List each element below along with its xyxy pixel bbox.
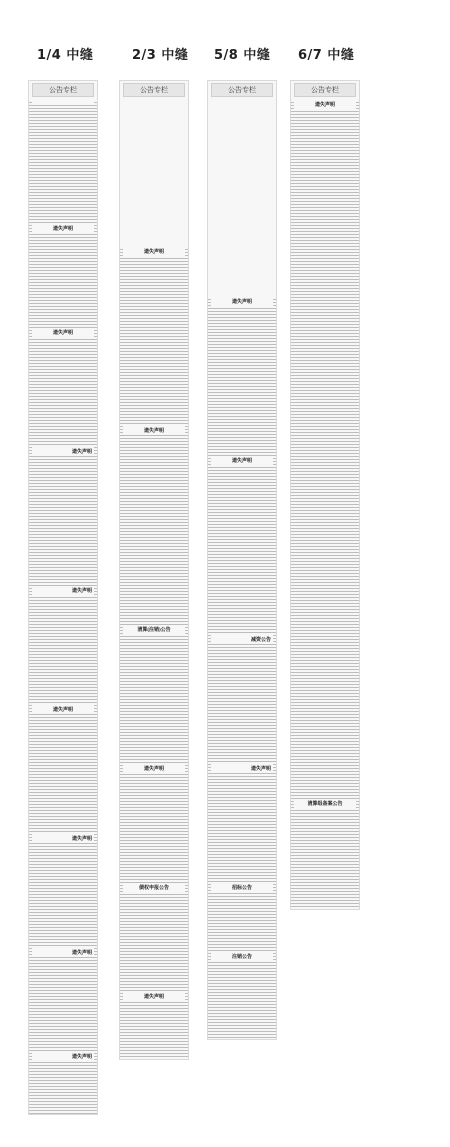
- column-title-1: 1/4 中缝: [37, 48, 94, 63]
- notice-heading: 清算(注销)公告: [123, 625, 185, 634]
- notice-heading: 遗失声明: [211, 297, 273, 306]
- column-body-4: [291, 100, 359, 910]
- notice-heading: 债权申报公告: [123, 883, 185, 892]
- notice-column-3: [207, 80, 277, 1040]
- notice-heading: 招标公告: [211, 883, 273, 892]
- notice-heading: 遗失声明: [123, 764, 185, 773]
- column-header-4: 公告专栏: [294, 83, 356, 97]
- notice-heading: 遗失声明: [294, 100, 356, 109]
- notice-heading: 减资公告: [211, 635, 273, 644]
- notice-heading: 遗失声明: [123, 247, 185, 256]
- notice-heading: 遗失声明: [32, 1052, 94, 1061]
- notice-heading: 遗失声明: [32, 224, 94, 233]
- notice-column-2: [119, 80, 189, 1060]
- notice-heading: 遗失声明: [32, 586, 94, 595]
- column-title-4: 6/7 中缝: [298, 48, 355, 63]
- notice-heading: 遗失声明: [32, 834, 94, 843]
- column-title-2: 2/3 中缝: [132, 48, 189, 63]
- notice-heading: 清算组备案公告: [294, 799, 356, 808]
- notice-heading: 遗失声明: [211, 764, 273, 773]
- notice-heading: 遗失声明: [123, 992, 185, 1001]
- column-header-2: 公告专栏: [123, 83, 185, 97]
- column-body-2: [120, 247, 188, 1060]
- column-header-3: 公告专栏: [211, 83, 273, 97]
- notice-heading: 遗失声明: [32, 948, 94, 957]
- column-body-1: [29, 100, 97, 1115]
- column-body-3: [208, 297, 276, 1040]
- notice-heading: 遗失声明: [211, 456, 273, 465]
- notice-heading: 遗失声明: [123, 426, 185, 435]
- column-title-3: 5/8 中缝: [214, 48, 271, 63]
- column-header-1: 公告专栏: [32, 83, 94, 97]
- notice-heading: 遗失声明: [32, 705, 94, 714]
- notice-heading: 遗失声明: [32, 328, 94, 337]
- notice-heading: 遗失声明: [32, 447, 94, 456]
- notice-heading: 注销公告: [211, 952, 273, 961]
- notice-column-1: [28, 80, 98, 1115]
- notice-column-4: [290, 80, 360, 910]
